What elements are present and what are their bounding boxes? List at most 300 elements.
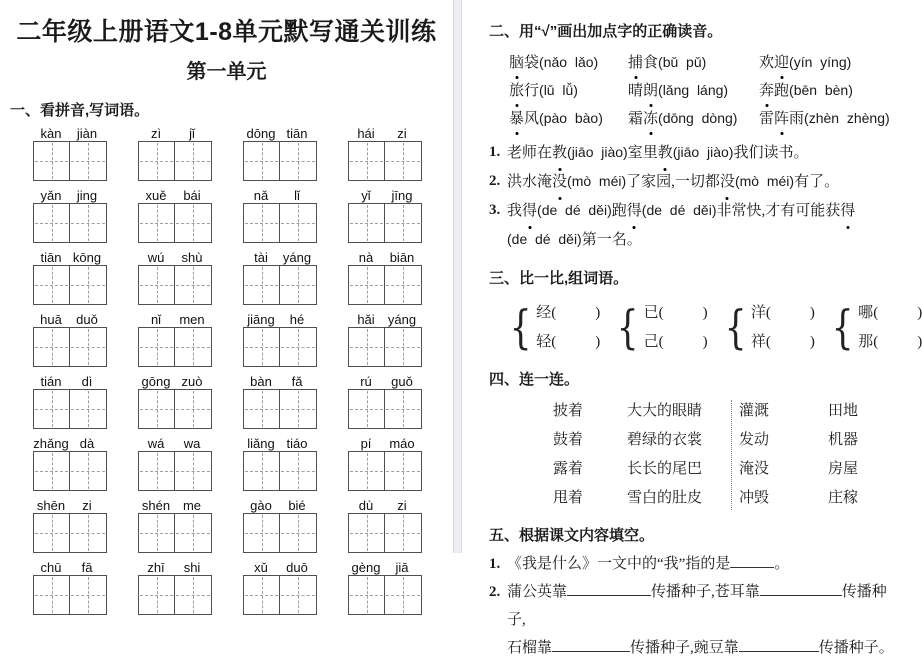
page-divider bbox=[453, 0, 462, 553]
word-choice-row bbox=[509, 50, 900, 78]
pinyin-options: (jiāo jiào) bbox=[567, 144, 628, 160]
pinyin-label bbox=[138, 312, 210, 327]
pinyin-syllable: hǎi bbox=[357, 312, 375, 327]
writing-box bbox=[138, 141, 212, 181]
word-pair-group bbox=[506, 298, 600, 356]
hanzi-char: 霜 bbox=[628, 111, 644, 127]
pinyin-label bbox=[348, 436, 420, 451]
match-item: 长长的尾巴 bbox=[627, 461, 703, 477]
pinyin-syllable: tiān bbox=[40, 250, 62, 265]
pinyin-options: (mò méi) bbox=[734, 173, 795, 189]
writing-cell bbox=[34, 204, 70, 242]
pinyin-label bbox=[138, 436, 210, 451]
sentence-text: 老师在 bbox=[507, 145, 553, 161]
pinyin-options: (lǎng láng) bbox=[658, 82, 729, 98]
writing-cell bbox=[244, 452, 280, 490]
pinyin-label bbox=[348, 498, 420, 513]
item-number: 3. bbox=[489, 202, 501, 218]
pinyin-label bbox=[243, 188, 315, 203]
sentence-text: 教 bbox=[552, 139, 567, 167]
pronunciation-choice-rows bbox=[509, 50, 900, 134]
sentence-text: 《我是什么》一文中的“我”指的是 bbox=[507, 556, 731, 572]
hanzi-char: 冻 bbox=[643, 107, 658, 131]
writing-box bbox=[33, 203, 107, 243]
pinyin-syllable: yáng bbox=[282, 250, 312, 265]
word-choice-item bbox=[509, 50, 628, 78]
writing-cell bbox=[175, 452, 211, 490]
match-item: 庄稼 bbox=[828, 490, 859, 506]
answer-blank bbox=[567, 581, 651, 596]
hanzi-char: 已 bbox=[643, 305, 659, 321]
writing-cell bbox=[139, 514, 175, 552]
pinyin-word-item bbox=[348, 374, 420, 429]
writing-cell bbox=[280, 204, 316, 242]
sentence-text: 得 bbox=[840, 197, 855, 225]
writing-cell bbox=[280, 142, 316, 180]
pinyin-options: (de dé děi) bbox=[537, 202, 612, 218]
writing-box bbox=[348, 513, 422, 553]
hanzi-char: 雷 bbox=[759, 111, 775, 127]
pinyin-label bbox=[33, 126, 105, 141]
match-item: 鼓着 bbox=[553, 432, 584, 448]
section3-heading: 三、比一比,组词语。 bbox=[489, 270, 629, 287]
writing-cell bbox=[349, 142, 385, 180]
pinyin-options: (lǔ lǚ) bbox=[539, 82, 578, 98]
pinyin-word-item bbox=[348, 126, 420, 181]
writing-cell bbox=[175, 390, 211, 428]
match-item: 雪白的肚皮 bbox=[627, 490, 703, 506]
writing-cell bbox=[280, 328, 316, 366]
section2-heading: 二、用“√”画出加点字的正确读音。 bbox=[489, 23, 723, 40]
pinyin-label bbox=[348, 560, 420, 575]
writing-cell bbox=[70, 142, 106, 180]
writing-cell bbox=[244, 142, 280, 180]
writing-cell bbox=[244, 328, 280, 366]
pinyin-syllable: fā bbox=[81, 560, 93, 575]
brace-glyph: { bbox=[724, 300, 747, 354]
pinyin-options: (bēn bèn) bbox=[789, 82, 853, 98]
writing-cell bbox=[175, 576, 211, 614]
writing-box bbox=[138, 327, 212, 367]
pinyin-label bbox=[243, 498, 315, 513]
pinyin-syllable: jiā bbox=[395, 560, 409, 575]
pinyin-syllable: hái bbox=[357, 126, 375, 141]
pinyin-syllable: bái bbox=[183, 188, 201, 203]
pinyin-syllable: jiàn bbox=[76, 126, 98, 141]
answer-blank bbox=[739, 637, 819, 652]
hanzi-char: 捕 bbox=[628, 51, 643, 75]
pinyin-options: (bǔ pǔ) bbox=[658, 54, 707, 70]
pinyin-word-item bbox=[33, 436, 105, 491]
writing-box bbox=[243, 389, 317, 429]
writing-cell bbox=[34, 390, 70, 428]
writing-cell bbox=[280, 390, 316, 428]
item-number: 1. bbox=[489, 144, 501, 160]
writing-box bbox=[33, 389, 107, 429]
writing-cell bbox=[385, 452, 421, 490]
word-pair-row: 轻( ) bbox=[536, 334, 601, 350]
writing-cell bbox=[244, 514, 280, 552]
match-item: 碧绿的衣裳 bbox=[627, 432, 703, 448]
word-pair-group bbox=[613, 298, 707, 356]
pinyin-options: (jiāo jiào) bbox=[672, 144, 734, 160]
word-pair-row: 祥( ) bbox=[750, 334, 815, 350]
writing-cell bbox=[70, 204, 106, 242]
pinyin-options: (mò méi) bbox=[567, 173, 627, 189]
writing-cell bbox=[244, 576, 280, 614]
writing-cell bbox=[349, 514, 385, 552]
match-item: 露着 bbox=[553, 461, 584, 477]
word-pair-row: 己( ) bbox=[643, 334, 708, 350]
pinyin-syllable: tiáo bbox=[286, 436, 308, 451]
pronunciation-sentences bbox=[489, 138, 900, 254]
writing-cell bbox=[280, 266, 316, 304]
hanzi-char: 经 bbox=[536, 305, 552, 321]
pinyin-syllable: dì bbox=[81, 374, 93, 389]
sentence-text: 洪水淹 bbox=[507, 174, 553, 190]
writing-box bbox=[243, 141, 317, 181]
word-pair-column bbox=[858, 298, 922, 356]
word-choice-row bbox=[509, 106, 900, 134]
writing-cell bbox=[280, 514, 316, 552]
word-choice-row bbox=[509, 78, 900, 106]
unit-subtitle: 第一单元 bbox=[186, 61, 267, 83]
pinyin-syllable: dōng bbox=[246, 126, 276, 141]
writing-cell bbox=[139, 390, 175, 428]
writing-box bbox=[138, 513, 212, 553]
writing-box bbox=[348, 451, 422, 491]
writing-cell bbox=[349, 266, 385, 304]
match-item: 机器 bbox=[828, 432, 859, 448]
worksheet-page-right bbox=[462, 0, 922, 656]
answer-blank bbox=[730, 553, 774, 568]
pinyin-syllable: tián bbox=[40, 374, 62, 389]
hanzi-char: 洋 bbox=[750, 305, 766, 321]
match-item: 淹没 bbox=[739, 461, 770, 477]
pinyin-word-item bbox=[243, 436, 315, 491]
word-pair-column bbox=[644, 298, 708, 356]
writing-box bbox=[348, 265, 422, 305]
pinyin-word-item bbox=[138, 312, 210, 367]
match-column bbox=[553, 397, 627, 513]
pinyin-syllable: jīng bbox=[391, 188, 413, 203]
word-choice-item bbox=[759, 50, 900, 78]
writing-cell bbox=[280, 576, 316, 614]
pinyin-word-item bbox=[138, 498, 210, 553]
pinyin-label bbox=[243, 436, 315, 451]
brace-glyph: { bbox=[509, 300, 532, 354]
pinyin-syllable: zuò bbox=[181, 374, 203, 389]
pinyin-syllable: wá bbox=[147, 436, 165, 451]
pinyin-syllable: xuě bbox=[145, 188, 167, 203]
pinyin-label bbox=[138, 498, 210, 513]
fill-item bbox=[489, 550, 900, 578]
pinyin-syllable: tài bbox=[254, 250, 268, 265]
pinyin-label bbox=[243, 126, 315, 141]
pinyin-options: (yín yíng) bbox=[789, 54, 852, 70]
writing-cell bbox=[34, 328, 70, 366]
pinyin-word-item bbox=[243, 498, 315, 553]
hanzi-char: 晴 bbox=[628, 83, 644, 99]
fill-item bbox=[489, 634, 900, 662]
numbered-sentence bbox=[489, 196, 900, 254]
sentence-text: 。 bbox=[774, 556, 790, 572]
sentence-text: 得 bbox=[627, 197, 642, 225]
match-item: 田地 bbox=[828, 403, 859, 419]
fill-item bbox=[489, 578, 900, 634]
writing-box bbox=[138, 575, 212, 615]
pinyin-label bbox=[138, 250, 210, 265]
pinyin-syllable: liǎng bbox=[247, 436, 275, 451]
pinyin-syllable: jing bbox=[76, 188, 98, 203]
hanzi-char: 风 bbox=[524, 111, 540, 127]
hanzi-char: 行 bbox=[524, 83, 540, 99]
word-choice-item bbox=[509, 106, 628, 134]
pinyin-word-item bbox=[138, 560, 210, 615]
pinyin-syllable: gèng bbox=[351, 560, 381, 575]
sentence-text: 我 bbox=[507, 203, 523, 219]
pinyin-syllable: dù bbox=[358, 498, 374, 513]
pinyin-syllable: biān bbox=[389, 250, 415, 265]
hanzi-char: 祥 bbox=[750, 334, 766, 350]
match-item: 甩着 bbox=[553, 490, 584, 506]
writing-cell bbox=[385, 204, 421, 242]
writing-cell bbox=[34, 142, 70, 180]
match-item: 房屋 bbox=[828, 461, 859, 477]
writing-cell bbox=[385, 576, 421, 614]
writing-box bbox=[348, 203, 422, 243]
pinyin-options: (nǎo lǎo) bbox=[539, 54, 599, 70]
numbered-sentence bbox=[489, 167, 900, 196]
pinyin-writing-grid bbox=[0, 126, 453, 615]
pinyin-word-item bbox=[243, 126, 315, 181]
word-pair-group bbox=[721, 298, 815, 356]
pinyin-label bbox=[243, 560, 315, 575]
pinyin-label bbox=[138, 560, 210, 575]
writing-box bbox=[348, 575, 422, 615]
writing-cell bbox=[175, 266, 211, 304]
writing-cell bbox=[349, 452, 385, 490]
pinyin-word-item bbox=[348, 188, 420, 243]
pinyin-word-item bbox=[348, 560, 420, 615]
writing-cell bbox=[70, 576, 106, 614]
pinyin-syllable: nǎ bbox=[253, 188, 269, 203]
pinyin-syllable: zi bbox=[82, 498, 92, 513]
writing-cell bbox=[349, 204, 385, 242]
hanzi-char: 暴 bbox=[509, 107, 524, 131]
pinyin-syllable: kōng bbox=[72, 250, 102, 265]
writing-box bbox=[243, 451, 317, 491]
pinyin-label bbox=[348, 250, 420, 265]
writing-cell bbox=[349, 576, 385, 614]
pinyin-syllable: wa bbox=[183, 436, 201, 451]
pinyin-syllable: duǒ bbox=[76, 312, 98, 327]
sentence-text: 室里 bbox=[627, 145, 658, 161]
sentence-text: 非常快,才有可能获 bbox=[716, 203, 841, 219]
pinyin-syllable: shi bbox=[183, 560, 201, 575]
pinyin-options: (dōng dòng) bbox=[658, 110, 738, 126]
writing-cell bbox=[139, 204, 175, 242]
item-number: 1. bbox=[489, 556, 501, 572]
pinyin-syllable: tiān bbox=[286, 126, 308, 141]
word-pair-column bbox=[536, 298, 600, 356]
writing-box bbox=[33, 141, 107, 181]
match-item: 披着 bbox=[553, 403, 584, 419]
pinyin-label bbox=[348, 374, 420, 389]
pinyin-syllable: gào bbox=[250, 498, 272, 513]
section4-heading: 四、连一连。 bbox=[489, 371, 580, 388]
writing-cell bbox=[280, 452, 316, 490]
pinyin-syllable: zi bbox=[397, 126, 407, 141]
pinyin-syllable: chū bbox=[40, 560, 62, 575]
sentence-text: 没 bbox=[720, 168, 735, 196]
hanzi-char: 脑 bbox=[509, 51, 524, 75]
writing-box bbox=[243, 575, 317, 615]
hanzi-char: 旅 bbox=[509, 79, 524, 103]
hanzi-char: 欢 bbox=[759, 55, 775, 71]
pinyin-label bbox=[33, 498, 105, 513]
pinyin-syllable: bié bbox=[288, 498, 306, 513]
writing-box bbox=[138, 203, 212, 243]
writing-cell bbox=[175, 142, 211, 180]
sentence-text: 蒲公英靠 bbox=[507, 584, 568, 600]
pinyin-label bbox=[138, 126, 210, 141]
writing-box bbox=[33, 327, 107, 367]
hanzi-char: 雨 bbox=[789, 111, 805, 127]
word-pair-row: 已( ) bbox=[643, 305, 708, 321]
pinyin-label bbox=[33, 188, 105, 203]
item-number: 2. bbox=[489, 584, 501, 600]
pinyin-label bbox=[348, 312, 420, 327]
pinyin-word-item bbox=[348, 312, 420, 367]
pinyin-syllable: jǐ bbox=[189, 126, 195, 141]
match-column bbox=[828, 397, 888, 513]
pinyin-word-item bbox=[33, 498, 105, 553]
pinyin-label bbox=[33, 560, 105, 575]
pinyin-options: (pào bào) bbox=[539, 110, 603, 126]
hanzi-char: 跑 bbox=[774, 83, 790, 99]
writing-box bbox=[33, 451, 107, 491]
hanzi-char: 阵 bbox=[774, 107, 789, 131]
pinyin-syllable: nǐ bbox=[150, 312, 162, 327]
hanzi-char: 己 bbox=[643, 334, 659, 350]
writing-box bbox=[243, 265, 317, 305]
section5-heading: 五、根据课文内容填空。 bbox=[489, 527, 655, 544]
match-item: 灌溉 bbox=[739, 403, 770, 419]
pinyin-label bbox=[33, 312, 105, 327]
sentence-text: 跑 bbox=[611, 203, 627, 219]
sentence-text: 我们读书。 bbox=[733, 145, 809, 161]
pinyin-syllable: zì bbox=[150, 126, 162, 141]
hanzi-char: 哪 bbox=[858, 305, 874, 321]
sentence-text: 得 bbox=[522, 197, 537, 225]
pinyin-word-item bbox=[243, 250, 315, 305]
word-choice-item bbox=[759, 106, 900, 134]
pinyin-syllable: lǐ bbox=[294, 188, 300, 203]
matching-exercise bbox=[553, 397, 900, 513]
pinyin-syllable: dà bbox=[79, 436, 95, 451]
pinyin-options: (de dé děi) bbox=[641, 202, 717, 218]
pinyin-word-item bbox=[243, 188, 315, 243]
writing-cell bbox=[175, 328, 211, 366]
writing-cell bbox=[139, 452, 175, 490]
sentence-text: 传播种子, bbox=[507, 584, 887, 628]
sentence-text: 有了。 bbox=[794, 174, 840, 190]
pinyin-label bbox=[243, 374, 315, 389]
word-choice-item bbox=[628, 50, 759, 78]
sentence-text: 没 bbox=[552, 168, 567, 196]
writing-cell bbox=[175, 514, 211, 552]
pinyin-label bbox=[33, 436, 105, 451]
writing-cell bbox=[385, 142, 421, 180]
match-column bbox=[627, 397, 731, 513]
pinyin-syllable: shù bbox=[181, 250, 203, 265]
writing-box bbox=[348, 389, 422, 429]
sentence-text: 石榴靠 bbox=[507, 640, 553, 656]
hanzi-char: 那 bbox=[858, 334, 874, 350]
writing-box bbox=[33, 575, 107, 615]
pinyin-word-item bbox=[138, 436, 210, 491]
section1-heading: 一、看拼音,写词语。 bbox=[10, 102, 150, 119]
writing-cell bbox=[385, 328, 421, 366]
writing-cell bbox=[385, 266, 421, 304]
pinyin-word-item bbox=[138, 374, 210, 429]
pinyin-syllable: bàn bbox=[250, 374, 272, 389]
pinyin-syllable: hé bbox=[289, 312, 305, 327]
worksheet-title: 二年级上册语文1-8单元默写通关训练 bbox=[16, 18, 437, 46]
word-choice-item bbox=[628, 106, 759, 134]
hanzi-char: 袋 bbox=[524, 55, 540, 71]
pinyin-syllable: máo bbox=[389, 436, 415, 451]
pinyin-syllable: shēn bbox=[36, 498, 66, 513]
writing-cell bbox=[34, 452, 70, 490]
match-item: 大大的眼睛 bbox=[627, 403, 703, 419]
pinyin-options: (zhèn zhèng) bbox=[804, 110, 890, 126]
writing-cell bbox=[349, 390, 385, 428]
pinyin-word-item bbox=[33, 188, 105, 243]
pinyin-syllable: guǒ bbox=[391, 374, 413, 389]
pinyin-syllable: wú bbox=[147, 250, 165, 265]
pinyin-word-item bbox=[348, 250, 420, 305]
sentence-text: 传播种子,豌豆靠 bbox=[630, 640, 739, 656]
writing-box bbox=[138, 389, 212, 429]
compare-word-pairs bbox=[506, 298, 922, 356]
sentence-text: 教 bbox=[658, 139, 673, 167]
pinyin-label bbox=[348, 188, 420, 203]
pinyin-syllable: me bbox=[182, 498, 202, 513]
pinyin-label bbox=[33, 250, 105, 265]
writing-cell bbox=[244, 266, 280, 304]
writing-cell bbox=[244, 204, 280, 242]
word-pair-row: 哪( ) bbox=[858, 305, 922, 321]
pinyin-label bbox=[33, 374, 105, 389]
answer-blank bbox=[760, 581, 842, 596]
sentence-text: 传播种子。 bbox=[818, 640, 894, 656]
writing-cell bbox=[70, 390, 106, 428]
pinyin-syllable: fǎ bbox=[291, 374, 303, 389]
pinyin-options: (de dé děi) bbox=[507, 231, 582, 247]
writing-box bbox=[33, 513, 107, 553]
pinyin-syllable: huā bbox=[40, 312, 62, 327]
item-number: 2. bbox=[489, 173, 501, 189]
word-pair-row: 那( ) bbox=[858, 334, 922, 350]
writing-cell bbox=[349, 328, 385, 366]
pinyin-word-item bbox=[33, 374, 105, 429]
pinyin-syllable: yáng bbox=[387, 312, 417, 327]
writing-box bbox=[243, 327, 317, 367]
writing-box bbox=[243, 203, 317, 243]
pinyin-word-item bbox=[243, 374, 315, 429]
